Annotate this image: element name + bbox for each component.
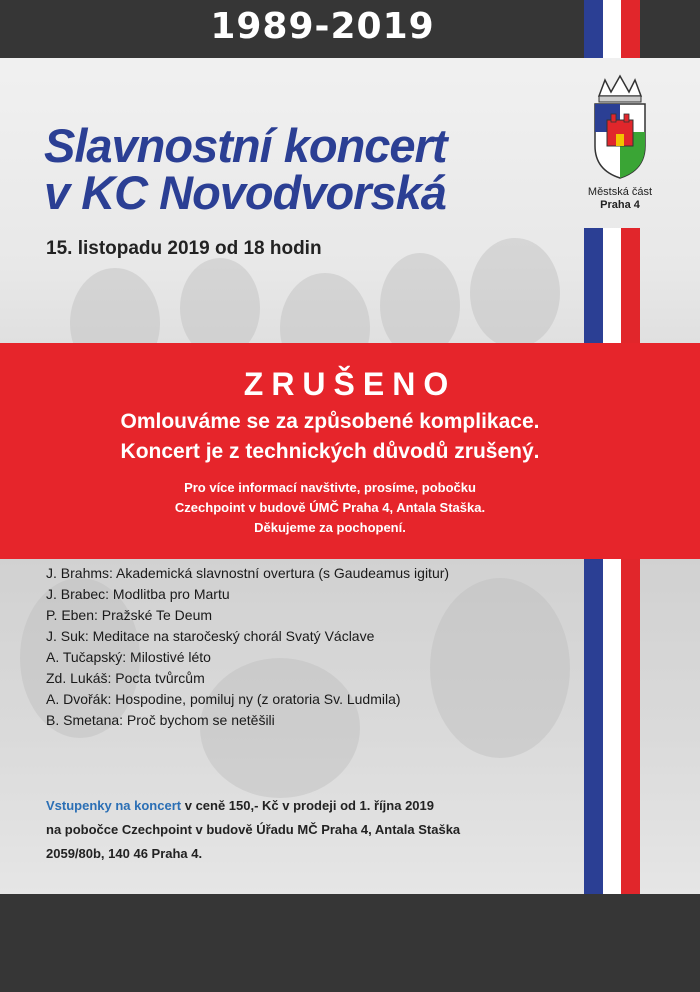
- event-title-line2: v KC Novodvorská: [44, 166, 446, 219]
- tickets-line1: v ceně 150,- Kč v prodeji od 1. října 2019: [181, 798, 434, 813]
- flag-stripe-bottom: [584, 559, 640, 894]
- info-line-3: Děkujeme za pochopení.: [254, 520, 406, 535]
- tickets-line2: na pobočce Czechpoint v budově Úřadu MČ Praha 4, Antala Staška: [46, 822, 461, 837]
- bottom-bar: [0, 894, 700, 992]
- years-heading: 1989-2019: [210, 6, 435, 47]
- logo-caption-line1: Městská část: [587, 186, 653, 198]
- info-line-2: Czechpoint v budově ÚMČ Praha 4, Antala Staška.: [174, 500, 486, 515]
- program-item: Zd. Lukáš: Pocta tvůrcům: [46, 670, 205, 686]
- flag-stripe-middle: [584, 228, 640, 343]
- praha4-coat-of-arms-icon: [585, 74, 655, 194]
- apology-line: Omlouváme se za způsobené komplikace.: [120, 410, 540, 433]
- program-item: A. Dvořák: Hospodine, pomiluj ny (z oratoria Sv. Ludmila): [46, 691, 401, 707]
- event-date: 15. listopadu 2019 od 18 hodin: [46, 238, 322, 259]
- program-item: B. Smetana: Proč bychom se netěšili: [46, 712, 275, 728]
- program-item: P. Eben: Pražské Te Deum: [46, 607, 213, 623]
- program-item: J. Suk: Meditace na staročeský chorál Svatý Václave: [46, 628, 375, 644]
- program-item: J. Brahms: Akademická slavnostní overtura (s Gaudeamus igitur): [46, 565, 450, 581]
- tickets-line3: 2059/80b, 140 46 Praha 4.: [46, 846, 203, 861]
- program-item: A. Tučapský: Milostivé léto: [46, 649, 211, 665]
- event-title-line1: Slavnostní koncert: [44, 119, 447, 172]
- event-title: [44, 119, 584, 219]
- flag-stripe-top: [584, 0, 640, 58]
- info-line-1: Pro více informací navštivte, prosíme, pobočku: [184, 480, 476, 495]
- reason-line: Koncert je z technických důvodů zrušený.: [120, 440, 540, 463]
- tickets-highlight: Vstupenky na koncert: [46, 798, 182, 813]
- program-item: J. Brabec: Modlitba pro Martu: [46, 586, 230, 602]
- tickets-info: [46, 794, 566, 866]
- program-list: [46, 563, 449, 731]
- logo-caption-line2: Praha 4: [600, 199, 640, 211]
- cancelled-heading: ZRUŠENO: [243, 366, 457, 402]
